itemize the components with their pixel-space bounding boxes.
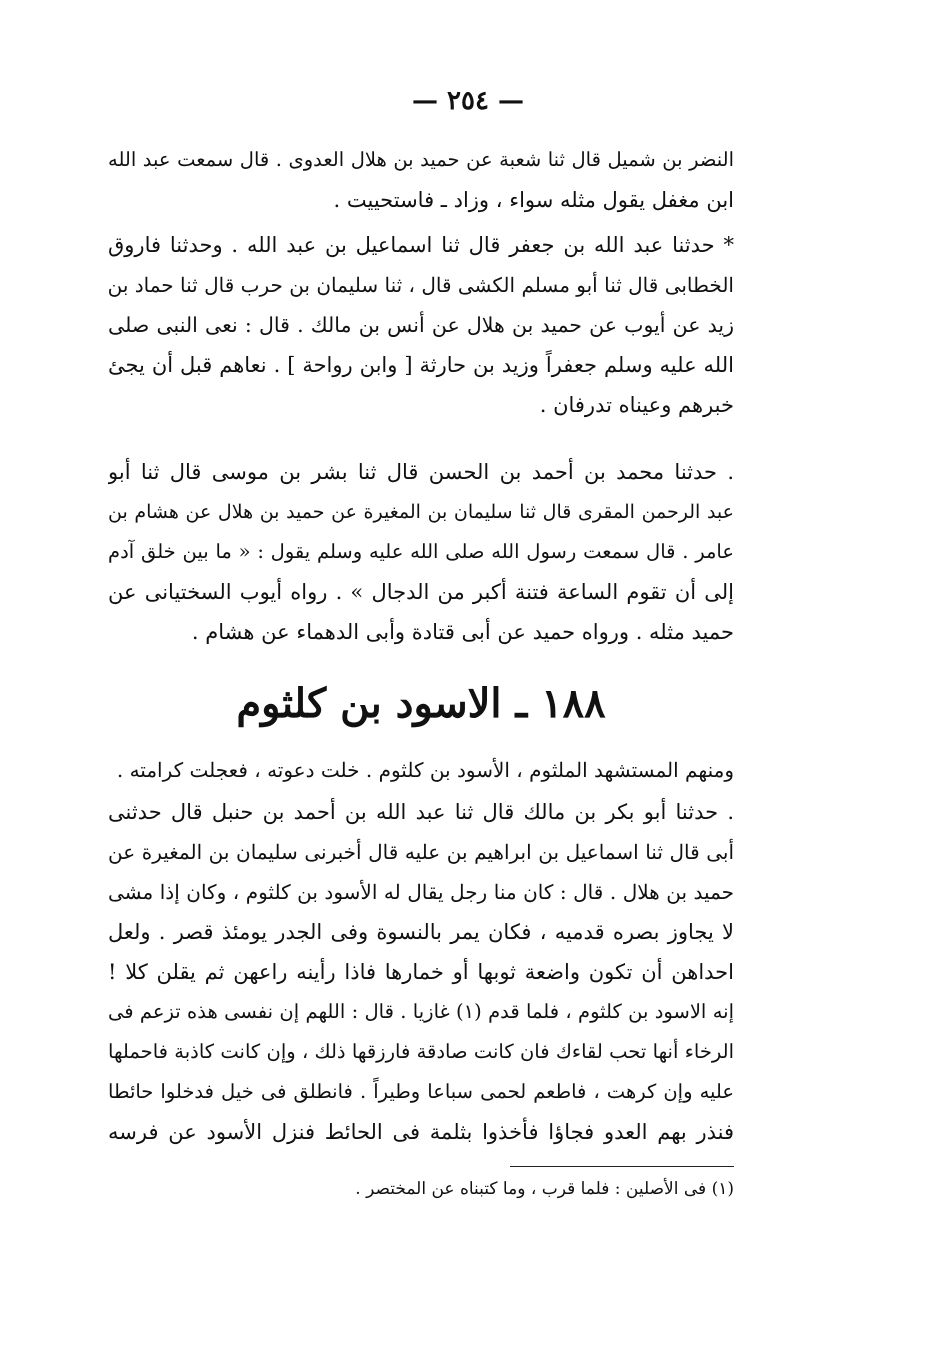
text-line: الخطابى قال ثنا أبو مسلم الكشى قال ، ثنا سليمان بن حرب قال ثنا حماد بن	[108, 273, 734, 297]
text-line: ومنهم المستشهد الملثوم ، الأسود بن كلثوم . خلت دعوته ، فعجلت كرامته .	[116, 758, 734, 782]
text-line: * حدثنا عبد الله بن جعفر قال ثنا اسماعيل بن عبد الله . وحدثنا فاروق	[108, 233, 734, 257]
text-line: الله عليه وسلم جعفراً وزيد بن حارثة [ وابن رواحة ] . نعاهم قبل أن يجئ	[108, 353, 734, 377]
text-line: أبى قال ثنا اسماعيل بن ابراهيم بن عليه قال أخبرنى سليمان بن المغيرة عن	[108, 840, 734, 864]
text-line: خبرهم وعيناه تدرفان .	[539, 393, 734, 417]
paragraph-continuation	[108, 140, 734, 220]
text-line: . حدثنا أبو بكر بن مالك قال ثنا عبد الله بن أحمد بن حنبل قال حدثنى	[108, 800, 734, 824]
text-line: الرخاء أنها تحب لقاءك فان كانت صادقة فارزقها ذلك ، وإن كانت كاذبة فاحملها	[108, 1040, 734, 1063]
text-line: إنه الاسود بن كلثوم ، فلما قدم (١) غازيا . قال : اللهم إن نفسى هذه تزعم فى	[108, 1000, 734, 1023]
text-line: عليه وإن كرهت ، فاطعم لحمى سباعا وطيراً . فانطلق فى خيل فدخلوا حائطا	[108, 1080, 734, 1103]
footnote: (١) فى الأصلين : فلما قرب ، وما كتبناه عن المختصر .	[355, 1179, 734, 1199]
text-line: زيد عن أيوب عن حميد بن هلال عن أنس بن مالك . قال : نعى النبى صلى	[108, 313, 734, 337]
section-heading: ١٨٨ ـ الاسود بن كلثوم	[236, 680, 606, 727]
text-line: عبد الرحمن المقرى قال ثنا سليمان بن المغيرة عن حميد بن هلال عن هشام بن	[108, 501, 734, 523]
text-line: فنذر بهم العدو فجاؤا فأخذوا بثلمة فى الحائط فنزل الأسود عن فرسه	[108, 1120, 734, 1144]
paragraph-hadith-1	[108, 225, 734, 425]
text-line: لا يجاوز بصره قدميه ، فكان يمر بالنسوة وفى الجدر يومئذ قصر . ولعل	[108, 920, 734, 944]
text-line: حميد بن هلال . قال : كان منا رجل يقال له الأسود بن كلثوم ، وكان إذا مشى	[108, 880, 734, 904]
text-line: حميد مثله . ورواه حميد عن أبى قتادة وأبى الدهماء عن هشام .	[191, 620, 734, 644]
text-line: احداهن أن تكون واضعة ثوبها أو خمارها فاذا رأينه راعهن ثم يقلن كلا !	[108, 960, 734, 984]
footnote-divider	[510, 1166, 734, 1167]
section-intro	[108, 750, 734, 790]
page-number: — ٢٥٤ —	[411, 86, 525, 116]
paragraph-hadith-2	[108, 452, 734, 652]
text-line: النضر بن شميل قال ثنا شعبة عن حميد بن هلال العدوى . قال سمعت عبد الله	[108, 148, 734, 171]
text-line: ابن مغفل يقول مثله سواء ، وزاد ـ فاستحييت .	[333, 188, 734, 212]
text-line: عامر . قال سمعت رسول الله صلى الله عليه وسلم يقول : « ما بين خلق آدم	[108, 540, 734, 563]
text-line: . حدثنا محمد بن أحمد بن الحسن قال ثنا بشر بن موسى قال ثنا أبو	[108, 460, 734, 484]
text-line: إلى أن تقوم الساعة فتنة أكبر من الدجال » . رواه أيوب السختيانى عن	[108, 580, 734, 604]
paragraph-hadith-3	[108, 792, 734, 1152]
